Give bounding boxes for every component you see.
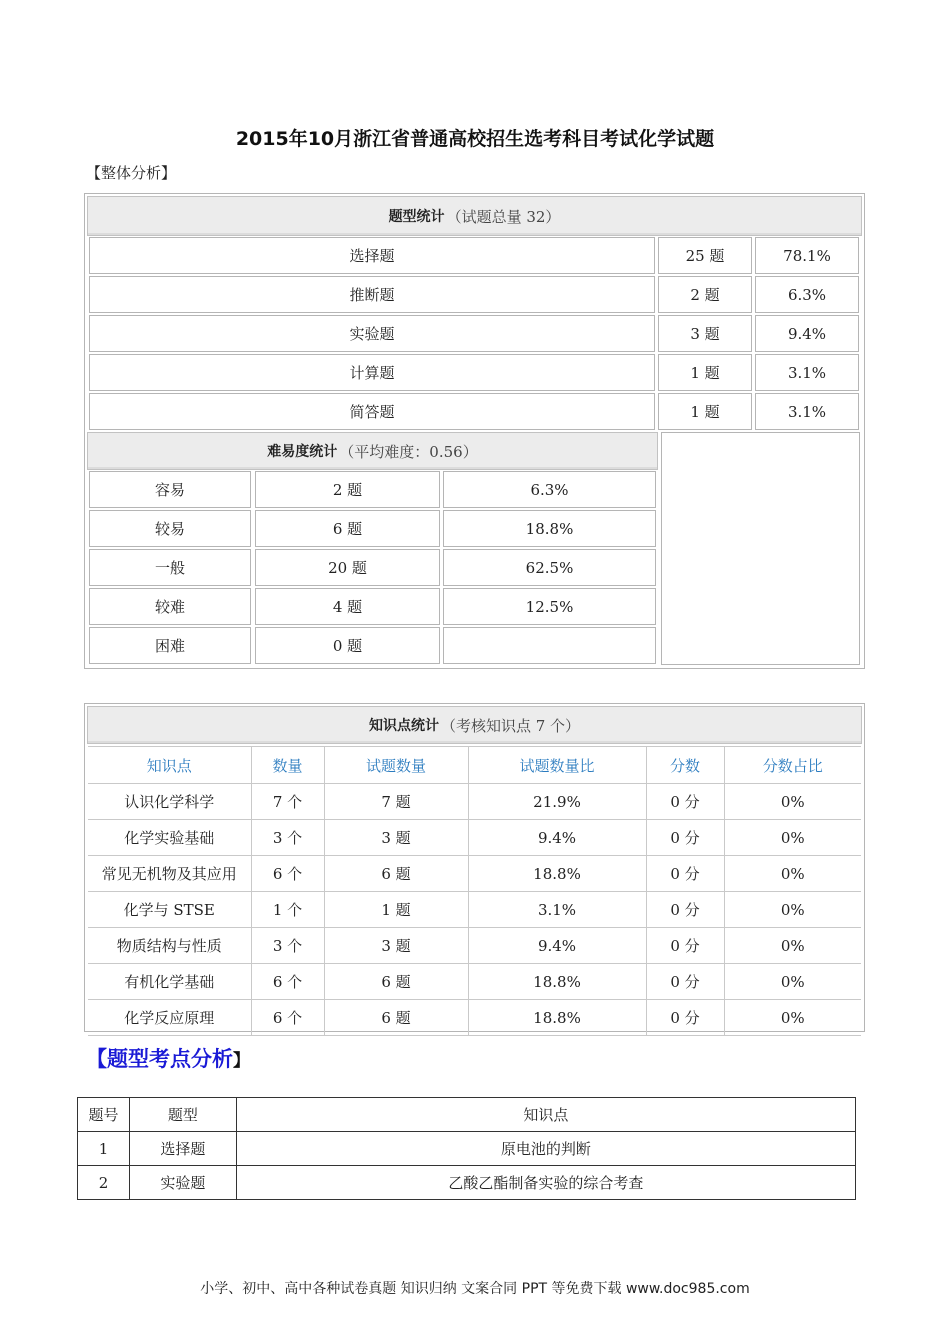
table-cell: 21.9% [468, 784, 646, 820]
type-stats-header-sub: （试题总量 32） [446, 207, 561, 226]
table-cell: 6 个 [251, 1000, 324, 1036]
table-cell: 0% [724, 892, 861, 928]
table-cell: 化学实验基础 [88, 820, 251, 856]
question-table-header-row [78, 1098, 856, 1132]
difficulty-row-pct: 12.5% [443, 588, 656, 625]
table-cell: 6 题 [324, 856, 468, 892]
column-header: 题号 [78, 1098, 130, 1132]
table-cell: 0 分 [646, 784, 724, 820]
table-cell: 实验题 [129, 1166, 236, 1200]
type-row-name: 简答题 [89, 393, 655, 430]
type-row-count: 1 题 [658, 393, 752, 430]
table-cell: 18.8% [468, 856, 646, 892]
difficulty-row-pct: 62.5% [443, 549, 656, 586]
table-cell: 3.1% [468, 892, 646, 928]
column-header: 知识点 [236, 1098, 855, 1132]
knowledge-stats-box [84, 703, 865, 1032]
type-stats-header [87, 196, 862, 236]
section-bracket-close: 】 [233, 1051, 250, 1071]
difficulty-row-pct: 18.8% [443, 510, 656, 547]
table-cell: 9.4% [468, 820, 646, 856]
table-cell: 0 分 [646, 820, 724, 856]
table-cell: 化学与 STSE [88, 892, 251, 928]
column-header: 试题数量 [324, 747, 468, 784]
table-cell: 有机化学基础 [88, 964, 251, 1000]
overall-analysis-label: 【整体分析】 [86, 164, 177, 182]
difficulty-row-level: 较难 [89, 588, 251, 625]
knowledge-stats-header [87, 706, 862, 744]
table-cell: 0 分 [646, 964, 724, 1000]
type-row-name: 选择题 [89, 237, 655, 274]
table-cell: 原电池的判断 [236, 1132, 855, 1166]
table-cell: 1 [78, 1132, 130, 1166]
type-row-pct: 3.1% [755, 393, 859, 430]
table-cell: 7 题 [324, 784, 468, 820]
footer-text: 小学、初中、高中各种试卷真题 知识归纳 文案合同 PPT 等免费下载 www.doc985.com [200, 1281, 750, 1297]
table-row [88, 964, 861, 1000]
table-cell: 1 个 [251, 892, 324, 928]
table-cell: 乙酸乙酯制备实验的综合考查 [236, 1166, 855, 1200]
table-cell: 0 分 [646, 856, 724, 892]
table-cell: 0% [724, 820, 861, 856]
knowledge-stats-header-title: 知识点统计 [368, 718, 439, 734]
table-cell: 0 分 [646, 892, 724, 928]
table-cell: 6 题 [324, 1000, 468, 1036]
table-cell: 2 [78, 1166, 130, 1200]
difficulty-row-pct: 6.3% [443, 471, 656, 508]
section-bracket-open: 【 [86, 1047, 107, 1071]
difficulty-row-count: 20 题 [255, 549, 440, 586]
type-row-pct: 6.3% [755, 276, 859, 313]
table-cell: 选择题 [129, 1132, 236, 1166]
difficulty-row-count: 6 题 [255, 510, 440, 547]
type-difficulty-stats-box [84, 193, 865, 669]
type-stats-header-title: 题型统计 [388, 209, 445, 225]
column-header: 分数占比 [724, 747, 861, 784]
difficulty-row-level: 困难 [89, 627, 251, 664]
table-cell: 0% [724, 1000, 861, 1036]
table-row [88, 856, 861, 892]
table-cell: 6 个 [251, 856, 324, 892]
type-row-count: 2 题 [658, 276, 752, 313]
difficulty-row-level: 一般 [89, 549, 251, 586]
type-row-name: 推断题 [89, 276, 655, 313]
type-row-name: 实验题 [89, 315, 655, 352]
table-cell: 9.4% [468, 928, 646, 964]
table-row [88, 892, 861, 928]
column-header: 题型 [129, 1098, 236, 1132]
table-row [88, 1000, 861, 1036]
knowledge-table-header-row [88, 747, 861, 784]
column-header: 知识点 [88, 747, 251, 784]
type-row-pct: 3.1% [755, 354, 859, 391]
table-cell: 6 个 [251, 964, 324, 1000]
table-cell: 0 分 [646, 1000, 724, 1036]
table-row [88, 928, 861, 964]
table-cell: 物质结构与性质 [88, 928, 251, 964]
column-header: 数量 [251, 747, 324, 784]
table-row [78, 1132, 856, 1166]
column-header: 试题数量比 [468, 747, 646, 784]
table-cell: 3 个 [251, 928, 324, 964]
table-cell: 化学反应原理 [88, 1000, 251, 1036]
table-cell: 0% [724, 784, 861, 820]
difficulty-stats-header [87, 432, 658, 470]
table-row [78, 1166, 856, 1200]
table-cell: 7 个 [251, 784, 324, 820]
difficulty-row-count: 4 题 [255, 588, 440, 625]
section-title: 题型考点分析 [107, 1047, 233, 1071]
knowledge-stats-header-sub: （考核知识点 7 个） [440, 716, 581, 735]
empty-column [661, 432, 860, 665]
table-cell: 3 题 [324, 820, 468, 856]
difficulty-stats-header-sub: （平均难度：0.56） [339, 442, 478, 461]
difficulty-stats-header-title: 难易度统计 [267, 444, 338, 460]
section-heading [86, 1043, 250, 1073]
difficulty-row-count: 2 题 [255, 471, 440, 508]
difficulty-row-pct [443, 627, 656, 664]
knowledge-table [88, 746, 861, 1036]
column-header: 分数 [646, 747, 724, 784]
table-cell: 认识化学科学 [88, 784, 251, 820]
table-cell: 18.8% [468, 1000, 646, 1036]
type-row-pct: 9.4% [755, 315, 859, 352]
table-row [88, 820, 861, 856]
type-row-count: 1 题 [658, 354, 752, 391]
table-cell: 0% [724, 928, 861, 964]
table-cell: 1 题 [324, 892, 468, 928]
table-row [88, 784, 861, 820]
difficulty-row-count: 0 题 [255, 627, 440, 664]
page-title: 2015年10月浙江省普通高校招生选考科目考试化学试题 [235, 128, 715, 150]
table-cell: 6 题 [324, 964, 468, 1000]
table-cell: 常见无机物及其应用 [88, 856, 251, 892]
type-row-pct: 78.1% [755, 237, 859, 274]
table-cell: 0 分 [646, 928, 724, 964]
table-cell: 0% [724, 856, 861, 892]
table-cell: 18.8% [468, 964, 646, 1000]
table-cell: 0% [724, 964, 861, 1000]
table-cell: 3 个 [251, 820, 324, 856]
type-row-count: 25 题 [658, 237, 752, 274]
difficulty-row-level: 容易 [89, 471, 251, 508]
question-table [77, 1097, 856, 1200]
table-cell: 3 题 [324, 928, 468, 964]
difficulty-row-level: 较易 [89, 510, 251, 547]
type-row-count: 3 题 [658, 315, 752, 352]
type-row-name: 计算题 [89, 354, 655, 391]
